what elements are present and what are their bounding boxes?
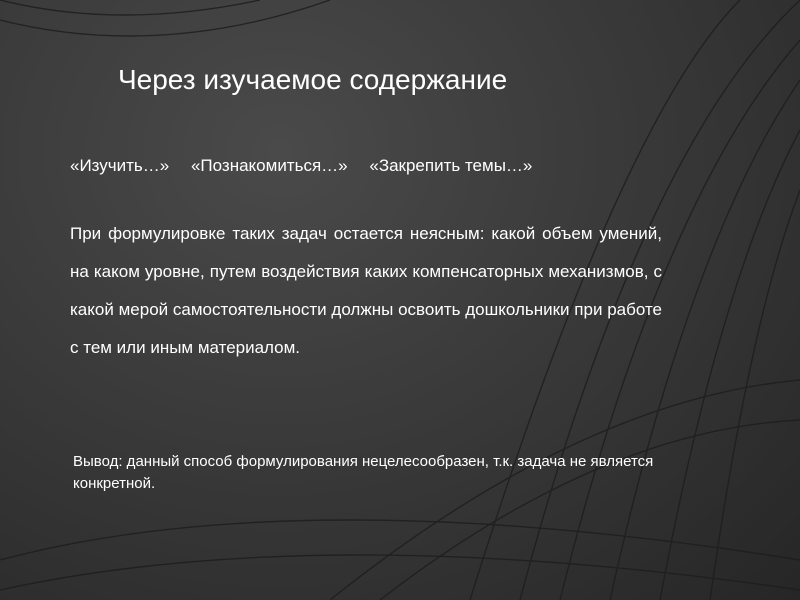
body-paragraph: При формулировке таких задач остается неясным: какой объем умений, на каком уровне, путем воздействия каких компенсаторных механизмов, с какой мерой самостоятельности должны освоить дошкольники при работе с тем или иным материалом.	[70, 224, 662, 357]
quote-item: «Познакомиться…»	[190, 156, 348, 175]
slide-title: Через изучаемое содержание	[118, 64, 508, 95]
quote-list	[70, 156, 549, 176]
conclusion-text: Вывод: данный способ формулирования нецелесообразен, т.к. задача не является конкретной.	[73, 453, 654, 492]
quote-item: «Изучить…»	[70, 156, 170, 175]
quote-item: «Закрепить темы…»	[369, 156, 533, 175]
